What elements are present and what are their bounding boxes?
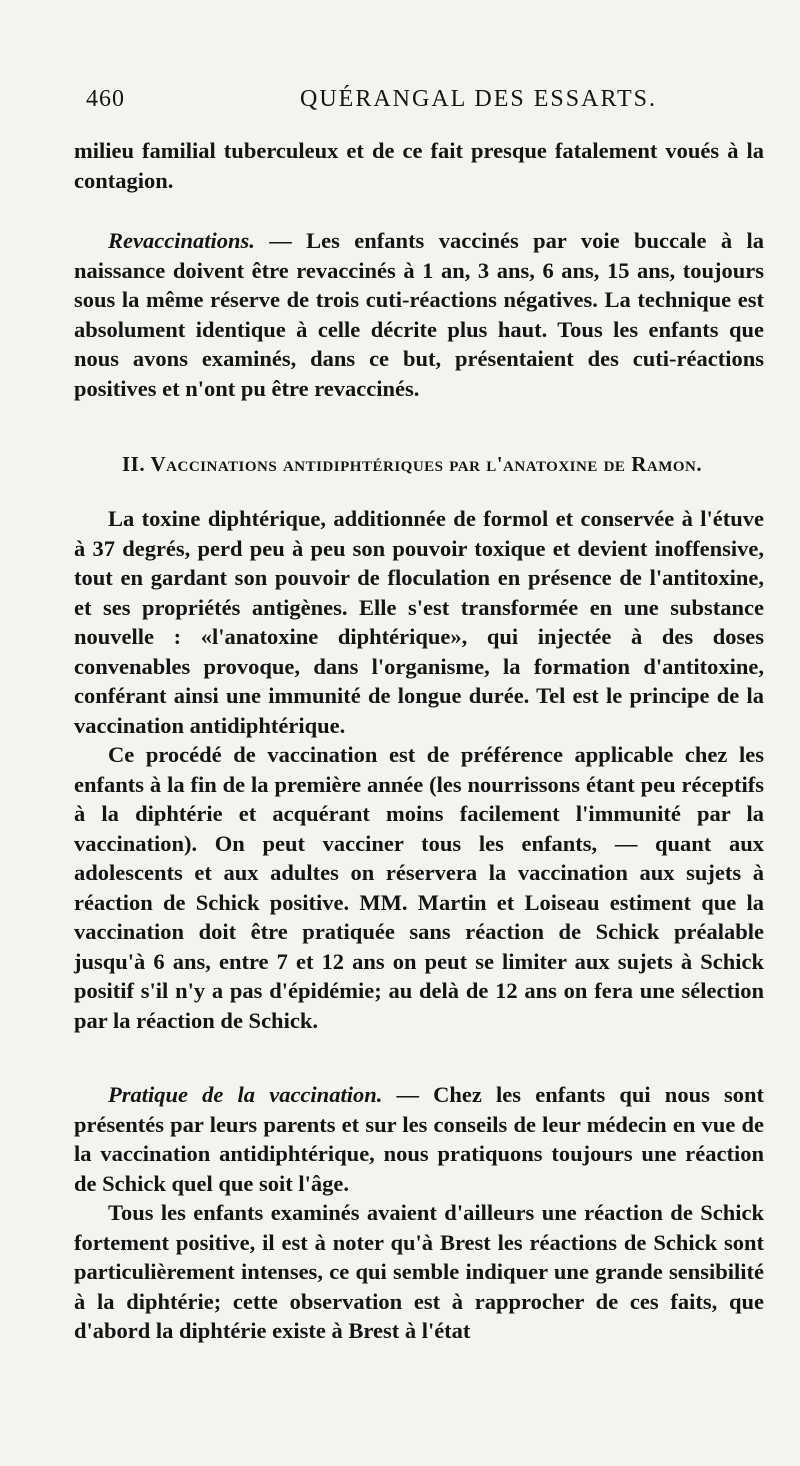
section-heading xyxy=(122,452,762,477)
section-body xyxy=(74,504,764,1035)
paragraph-text: milieu familial tuberculeux et de ce fait presque fatalement voués à la contagion. xyxy=(74,138,764,193)
section-numeral: II. xyxy=(122,452,146,476)
paragraph-text: Tous les enfants examinés avaient d'ailleurs une réaction de Schick fortement positive, il est à noter qu'à Brest les réactions de Schick sont particulièrement intenses, ce qui semble indiquer une grande sensibilité à la diphtérie; cette observation est à rapprocher de ces faits, que d'abord la diphtérie existe à Brest à l'état xyxy=(74,1200,764,1343)
paragraph-body: — Les enfants vaccinés par voie buccale à la naissance doivent être revaccinés à 1 an, 3 ans, 6 ans, 15 ans, toujours sous la même réserve de trois cuti-réactions négatives. La technique est absolument identique à celle décrite plus haut. Tous les enfants que nous avons examinés, dans ce but, présentaient des cuti-réactions positives et n'ont pu être revaccinés. xyxy=(74,228,764,401)
paragraph-text xyxy=(74,226,764,403)
paragraph-continuation xyxy=(74,136,764,195)
paragraph-pratique xyxy=(74,1080,764,1346)
section-title: Vaccinations antidiphtériques par l'anatoxine de Ramon. xyxy=(150,452,703,476)
page-header xyxy=(86,86,762,122)
runin-heading: Revaccinations. xyxy=(108,228,255,253)
paragraph-text: Ce procédé de vaccination est de préférence applicable chez les enfants à la fin de la première année (les nourrissons étant peu réceptifs à la diphtérie et acquérant moins facilement l'immunité par la vaccination). On peut vacciner tous les enfants, — quant aux adolescents et aux adultes on réservera la vaccination aux sujets à réaction de Schick positive. MM. Martin et Loiseau estiment que la vaccination doit être pratiquée sans réaction de Schick préalable jusqu'à 6 ans, entre 7 et 12 ans on peut se limiter aux sujets à Schick positif s'il n'y a pas d'épidémie; au delà de 12 ans on fera une sélection par la réaction de Schick. xyxy=(74,742,764,1033)
paragraph-text xyxy=(74,1080,764,1198)
running-title: QUÉRANGAL DES ESSARTS. xyxy=(300,86,658,112)
paragraph-text: La toxine diphtérique, additionnée de formol et conservée à l'étuve à 37 degrés, perd peu à peu son pouvoir toxique et devient inoffensive, tout en gardant son pouvoir de floculation en présence de l'antitoxine, et ses propriétés antigènes. Elle s'est transformée en une substance nouvelle : «l'anatoxine diphtérique», qui injectée à des doses convenables provoque, dans l'organisme, la formation d'antitoxine, conférant ainsi une immunité de longue durée. Tel est le principe de la vaccination antidiphtérique. xyxy=(74,506,764,738)
page-number: 460 xyxy=(86,86,125,112)
paragraph-body: — Chez les enfants qui nous sont présentés par leurs parents et sur les conseils de leur médecin en vue de la vaccination antidiphtérique, nous pratiquons toujours une réaction de Schick quel que soit l'âge. xyxy=(74,1082,765,1196)
runin-heading: Pratique de la vaccination. xyxy=(108,1082,383,1107)
paragraph-revaccinations xyxy=(74,226,764,403)
